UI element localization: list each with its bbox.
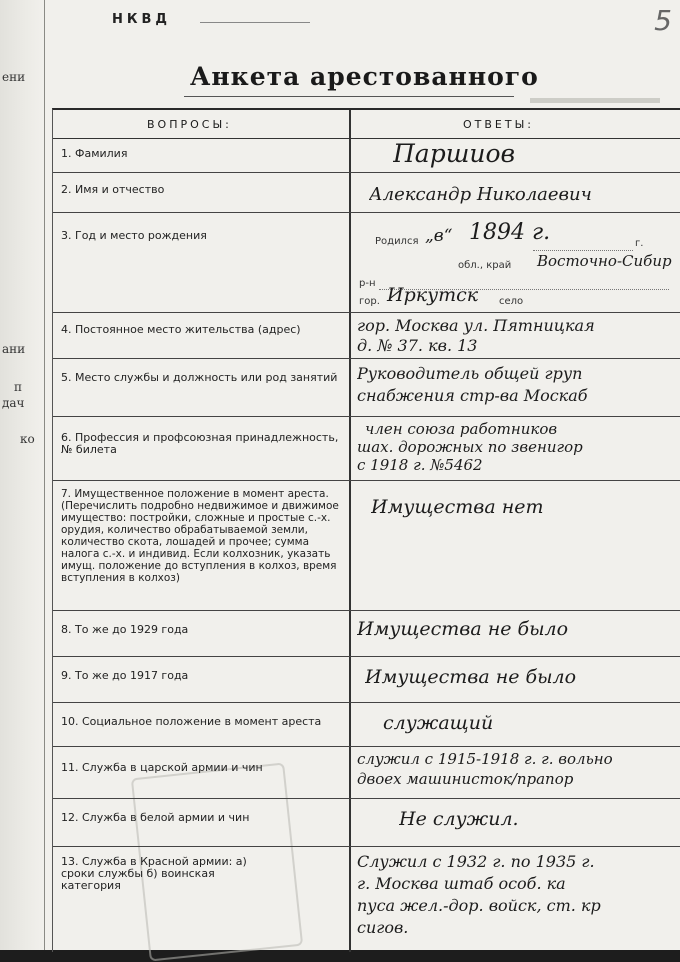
birth-day: „в“ [425, 226, 453, 246]
village-label: село [499, 296, 524, 307]
questionnaire-table [52, 108, 680, 952]
question-label: 12. Служба в белой армии и чин [61, 811, 250, 824]
question-label: 10. Социальное положение в момент ареста [61, 715, 322, 728]
table-row [53, 656, 680, 703]
binding-fragment: дач [2, 396, 25, 410]
question-label: 6. Профессия и профсоюзная принадлежность, № билета [61, 431, 339, 456]
answer-red-army-line: г. Москва штаб особ. ка [357, 874, 566, 893]
print-smudge [530, 98, 660, 103]
answers-column-header: ОТВЕТЫ: [463, 118, 535, 131]
question-label: 1. Фамилия [61, 147, 128, 160]
binding-fragment: ени [2, 70, 26, 84]
birth-city: Иркутск [387, 284, 479, 306]
answer-profession-line: член союза работников [365, 420, 558, 438]
question-label: 4. Постоянное место жительства (адрес) [61, 323, 301, 336]
answer-social-status: служащий [383, 712, 494, 734]
table-row [53, 480, 680, 611]
table-row [53, 798, 680, 847]
table-row [53, 138, 680, 173]
answer-white-army: Не служил. [399, 808, 519, 830]
table-row [53, 358, 680, 417]
binding-fragment: п [14, 380, 22, 394]
question-label: 9. То же до 1917 года [61, 669, 189, 682]
header-line [200, 22, 310, 23]
table-row [53, 702, 680, 747]
table-row [53, 746, 680, 799]
question-label: 5. Место службы и должность или род занятий [61, 371, 338, 384]
answer-profession-line: с 1918 г. №5462 [357, 456, 483, 474]
answer-red-army-line: пуса жел.-дор. войск, ст. кр [357, 896, 601, 915]
question-label: 7. Имущественное положение в момент ареста. (Перечислить подробно недвижимое и движимое имущество: постройки, сложные и простые с.-х. орудия, количество обрабатываемой земли, количество скота, лошадей и прочее; сумма налога с.-х. и индивид. Если колхозник, указать имущ. положение до вступления в колхоз, время вступления в колхоз) [61, 488, 339, 584]
answer-red-army-line: Служил с 1932 г. по 1935 г. [357, 852, 595, 871]
document-title: Анкета арестованного [190, 62, 539, 91]
organization-name: НКВД [112, 12, 171, 27]
question-label: 8. То же до 1929 года [61, 623, 189, 636]
answer-name: Александр Николаевич [369, 184, 592, 205]
answer-tsarist-army-line: служил с 1915-1918 г. г. вольно [357, 750, 613, 768]
table-row [53, 416, 680, 481]
answer-residence-line: д. № 37. кв. 13 [357, 336, 478, 355]
answer-profession-line: шах. дорожных по звенигор [357, 438, 583, 456]
answer-property-1929: Имущества не было [357, 618, 569, 640]
district-label: р-н [359, 278, 376, 289]
born-label: Родился [375, 236, 419, 247]
table-header [53, 110, 680, 139]
table-row [53, 610, 680, 657]
questions-column-header: ВОПРОСЫ: [147, 118, 232, 131]
binding-strip [0, 0, 45, 950]
answer-workplace-line: Руководитель общей груп [357, 364, 583, 383]
answer-property-1917: Имущества не было [365, 666, 577, 688]
answer-property-at-arrest: Имущества нет [371, 496, 544, 518]
birth-year: 1894 г. [469, 220, 551, 245]
question-label: 3. Год и место рождения [61, 229, 207, 242]
year-suffix: г. [635, 238, 644, 249]
table-row [53, 312, 680, 359]
city-label: гор. [359, 296, 380, 307]
binding-fragment: ани [2, 342, 26, 356]
answer-residence-line: гор. Москва ул. Пятницкая [357, 316, 595, 335]
question-label: 11. Служба в царской армии и чин [61, 761, 263, 774]
answer-tsarist-army-line: двоех машинисток/прапор [357, 770, 574, 788]
table-row [53, 172, 680, 213]
binding-fragment: ко [20, 432, 35, 446]
answer-red-army-line: сигов. [357, 918, 409, 937]
table-row [53, 212, 680, 313]
question-label: 2. Имя и отчество [61, 183, 165, 196]
question-label: 13. Служба в Красной армии: а) сроки службы б) воинская категория [61, 855, 247, 892]
handwritten-page-number: 5 [654, 4, 672, 37]
answer-workplace-line: снабжения стр-ва Москаб [357, 386, 588, 405]
title-underline [184, 96, 514, 97]
table-row [53, 846, 680, 952]
birth-region: Восточно-Сибир [537, 252, 672, 270]
region-label: обл., край [458, 260, 512, 271]
answer-surname: Паршиов [393, 139, 516, 168]
